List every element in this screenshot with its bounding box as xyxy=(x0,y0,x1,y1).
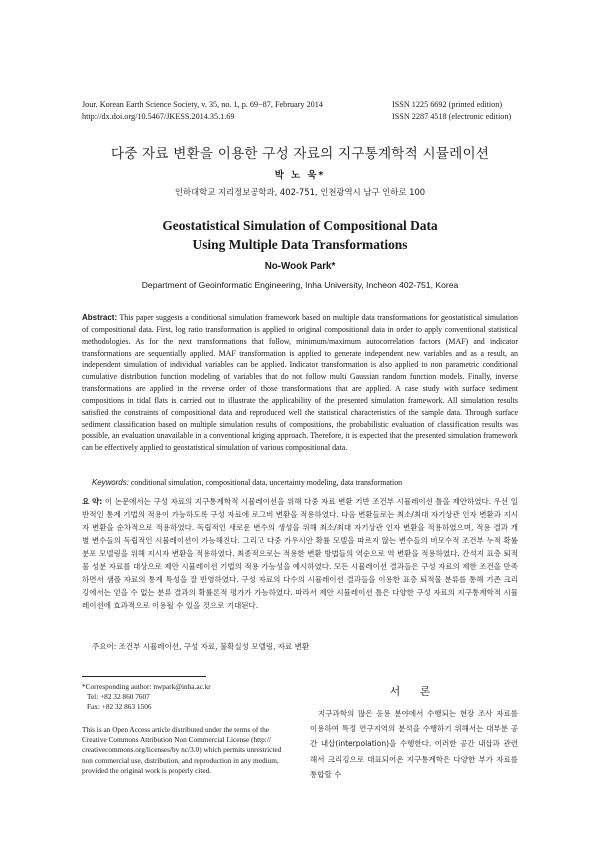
keywords-korean-label: 주요어: xyxy=(92,642,117,651)
corresponding-email[interactable]: *Corresponding author: nwpark@inha.ac.kr xyxy=(82,682,211,691)
section-heading-introduction: 서 론 xyxy=(389,685,439,698)
summary-korean-label: 요 약: xyxy=(82,497,103,506)
introduction-text: 지구과학의 많은 응용 분야에서 수행되는 현장 조사 자료를 이용하여 특정 연구지역의 분석을 수행하기 위해서는 대부분 공간 내삽(interpolation)을 수행한다. 이러한 공간 내삽과 관련해서 크리깅으로 대표되어온 지구통계학은 다양한 부가 자료를 통합할 수 xyxy=(310,709,518,779)
corresponding-author-contact xyxy=(82,682,292,713)
keywords-label: Keywords: xyxy=(92,478,129,487)
open-access-note: This is an Open Access article distributed under the terms of the Creative Commons Attribution Non Commercial License (http:// creativecommons.org/licenses/by nc/3.0) which permits unrestricted non commercial use, distribution, and reproduction in any medium, provided the original work is properly cited. xyxy=(82,725,282,775)
issn-print: ISSN 1225 6692 (printed edition) xyxy=(392,100,503,109)
affiliation-english: Department of Geoinformatic Engineering, Inha University, Incheon 402-751, Korea xyxy=(141,280,459,290)
footnote-divider xyxy=(82,676,206,677)
summary-korean-text: 이 논문에서는 구성 자료의 지구통계학적 시뮬레이션을 위해 다중 자료 변환 기반 조건부 시뮬레이션 틀을 제안하였다. 우선 일반적인 통계 기법의 적용이 가능하도록 구성 자료에 로그비 변환을 적용하였다. 다음 변환들로는 최소/최대 자기상관 인자 변환과 지시자 변환을 순차적으로 적용하였다. 독립적인 새로운 변수의 생성을 위해 최소/최대 자기상관 인자 변환을 적용하였으며, 적용 결과 개별 변수들의 독립적인 시뮬레이션이 가능해진다. 그리고 다중 가우시안 확률 모델을 따르지 않는 변수들의 비모수적 조건부 누적 확률 분포 모델링을 위해 지시자 변환을 적용하였다. 최종적으로는 적용한 변환 방법들의 역순으로 역 변환을 적용하였다. 간석지 표층 퇴적물 성분 자료를 대상으로 제안 시뮬레이션 기법의 적용 가능성을 예시하였다. 모든 시뮬레이션 결과들은 구성 자료의 제한 조건을 만족하면서 샘플 자료의 통계 특성을 잘 반영하였다. 구성 자료의 다수의 시뮬레이션 결과들을 이용한 표층 퇴적물 분류를 통해 기존 크리깅에서는 얻을 수 없는 분류 결과의 확률론적 평가가 가능하였다. 따라서 제안 시뮬레이션 틀은 다양한 구성 자료의 지구통계학적 시뮬레이션에 효과적으로 이용될 수 있을 것으로 기대된다. xyxy=(82,497,518,611)
keywords-text: conditional simulation, compositional data, uncertainty modeling, data transformation xyxy=(130,478,403,487)
affiliation-korean: 인하대학교 지리정보공학과, 402-751, 인천광역시 남구 인하로 100 xyxy=(174,187,426,197)
journal-line: Jour. Korean Earth Science Society, v. 35, no. 1, p. 69−87, February 2014 xyxy=(82,100,323,109)
title-korean: 다중 자료 변환을 이용한 구성 자료의 지구통계학적 시뮬레이션 xyxy=(110,146,490,162)
issn-block xyxy=(392,99,542,122)
abstract xyxy=(82,312,518,454)
title-english-line1: Geostatistical Simulation of Compositional Data xyxy=(162,218,438,233)
issn-electronic: ISSN 2287 4518 (electronic edition) xyxy=(392,111,512,121)
author-korean: 박 노 욱* xyxy=(274,170,326,181)
corresponding-tel: Tel: +82 32 860 7607 xyxy=(87,692,150,702)
summary-korean xyxy=(82,495,518,612)
title-english xyxy=(40,216,560,254)
corresponding-fax: Fax: +82 32 863 1506 xyxy=(87,702,152,712)
keywords xyxy=(92,478,522,487)
abstract-text: This paper suggests a conditional simulation framework based on multiple data transformations for geostatistical simulation of compositional data. First, log ratio transformation is applied to original compositional data in order to apply conventional statistical methodologies. As for the next transformations that follow, minimum/maximum autocorrelation factors (MAF) and indicator transformations are sequentially applied. MAF transformation is applied to generate independent new variables and as a result, an independent simulation of individual variables can be applied. Indicator transformation is also applied to non parametric conditional cumulative distribution function modeling of variables that do not follow multi Gaussian random function models. Finally, inverse transformations are applied in the reverse order of those transformations that are applied. A case study with surface sediment compositions in tidal flats is carried out to illustrate the applicability of the presented simulation framework. All simulation results satisfied the constraints of compositional data and reproduced well the statistical characteristics of the sample data. Through surface sediment classification based on multiple simulation results of compositions, the probabilistic evaluation of classification results was possible, an evaluation unavailable in a conventional kriging approach. Therefore, it is expected that the presented simulation framework can be effectively applied to geostatistical simulation of various compositional data. xyxy=(82,313,518,453)
author-english: No-Wook Park* xyxy=(264,261,336,272)
keywords-korean-text: 조건부 시뮬레이션, 구성 자료, 불확실성 모델링, 자료 변환 xyxy=(118,642,310,651)
doi-link[interactable]: http://dx.doi.org/10.5467/JKESS.2014.35.1.69 xyxy=(82,111,235,121)
title-english-line2: Using Multiple Data Transformations xyxy=(192,237,408,252)
abstract-label: Abstract: xyxy=(82,313,118,322)
journal-citation xyxy=(82,99,382,122)
keywords-korean xyxy=(92,641,522,652)
